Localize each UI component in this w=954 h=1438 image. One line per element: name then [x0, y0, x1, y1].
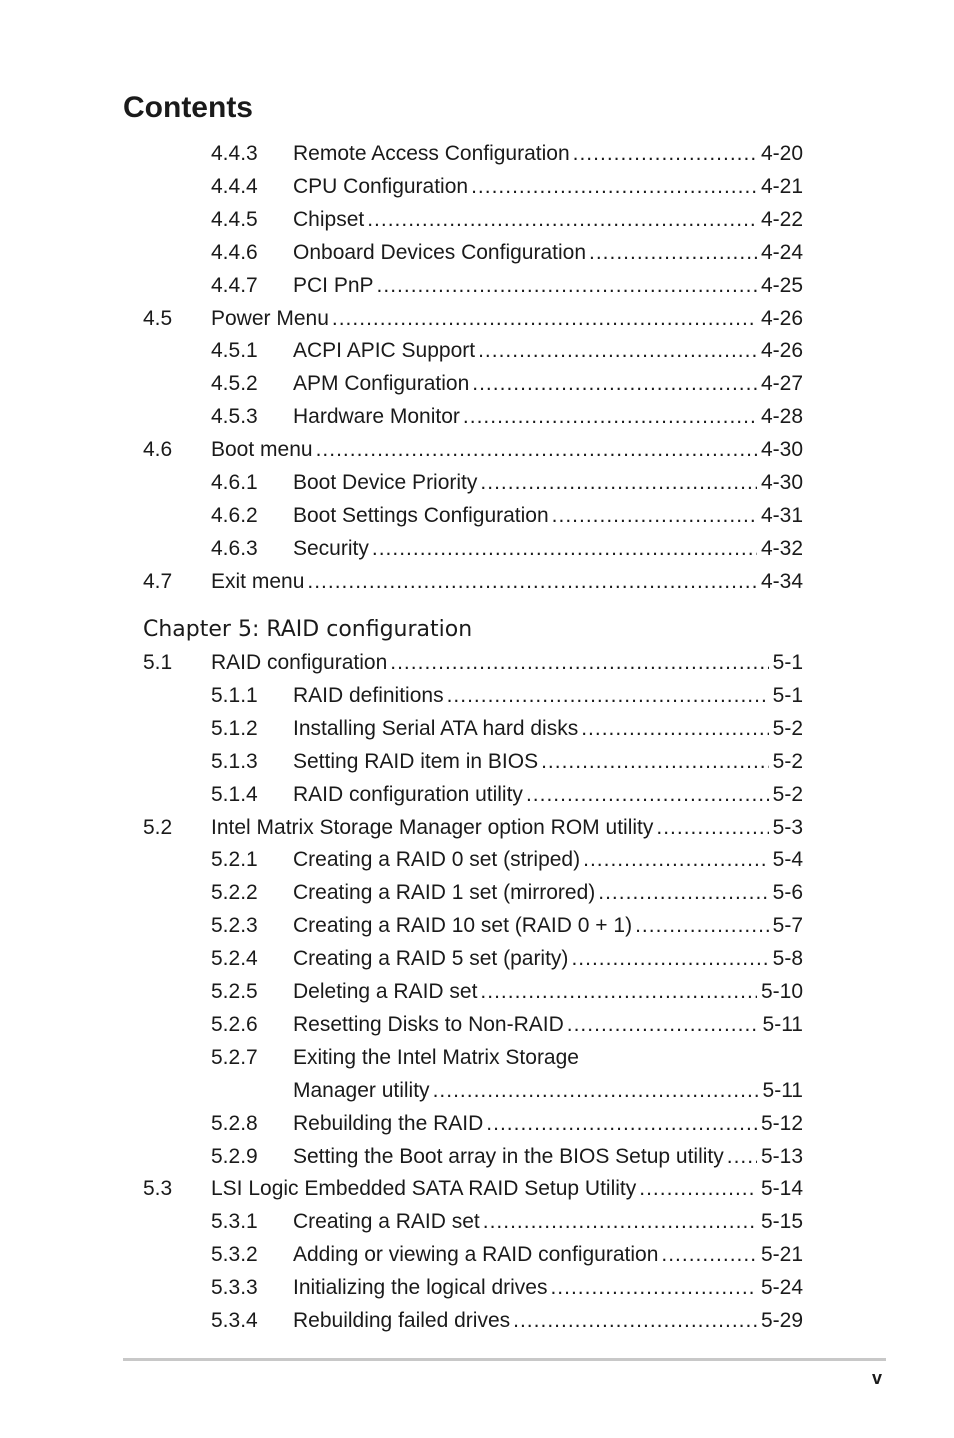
toc-leader-dots: [550, 1272, 757, 1304]
toc-entry-label: Initializing the logical drives: [293, 1276, 548, 1300]
toc-entry-page: 5-3: [772, 815, 803, 839]
toc-entry[interactable]: [0, 270, 954, 302]
toc-entry-label: Exit menu: [211, 569, 305, 593]
toc-leader-dots: [589, 237, 757, 269]
toc-entry-number: 4.6.3: [211, 536, 258, 560]
toc-entry-label: Adding or viewing a RAID configuration: [293, 1243, 659, 1267]
toc-entry[interactable]: [0, 303, 954, 335]
toc-entry-page: 5-1: [772, 651, 803, 674]
toc-entry-number: 5.2.5: [211, 980, 258, 1003]
toc-entry-label: Boot Settings Configuration: [293, 503, 549, 527]
toc-leader-dots: [486, 1108, 757, 1140]
toc-entry-label: Creating a RAID 1 set (mirrored): [293, 881, 596, 905]
toc-leader-dots: [661, 1239, 757, 1271]
toc-leader-dots: [573, 138, 757, 170]
toc-entry-label: Deleting a RAID set: [293, 980, 478, 1003]
toc-entry[interactable]: [0, 500, 954, 532]
toc-entry[interactable]: [0, 1173, 954, 1205]
toc-entry-label: Remote Access Configuration: [293, 142, 570, 165]
toc-entry-label: ACPI APIC Support: [293, 339, 476, 363]
toc-entry-page: 5-4: [772, 848, 803, 872]
toc-entry-page: 4-28: [760, 405, 803, 429]
toc-entry-label: Hardware Monitor: [293, 405, 460, 429]
toc-entry[interactable]: [0, 779, 954, 811]
toc-entry-number: 4.4.5: [211, 207, 258, 231]
toc-entry[interactable]: [0, 1075, 954, 1107]
toc-entry-label: Boot menu: [211, 438, 313, 462]
toc-entry-number: 5.1: [143, 651, 173, 674]
toc-entry-number: 5.3.2: [211, 1243, 258, 1267]
toc-entry[interactable]: [0, 844, 954, 876]
toc-entry-page: 5-10: [760, 980, 803, 1003]
toc-entry-number: 5.2.9: [211, 1144, 258, 1168]
toc-entry-number: 4.5: [143, 306, 173, 330]
toc-entry-number: 4.6.2: [211, 503, 258, 527]
toc-entry[interactable]: [0, 1108, 954, 1140]
toc-entry-page: 4-26: [760, 306, 803, 330]
toc-leader-dots: [639, 1173, 757, 1205]
toc-leader-dots: [471, 171, 757, 203]
toc-leader-dots: [480, 976, 757, 1008]
toc-entry-page: 5-24: [760, 1276, 803, 1300]
toc-entry-label: Rebuilding the RAID: [293, 1111, 484, 1135]
toc-entry-number: 5.2.6: [211, 1012, 258, 1036]
toc-entry-number: 5.1.4: [211, 782, 258, 806]
toc-leader-dots: [372, 533, 757, 565]
toc-entry-label: RAID configuration: [211, 651, 388, 674]
toc-leader-dots: [526, 779, 769, 811]
toc-entry-number: 5.3.4: [211, 1309, 258, 1332]
footer-page-number: v: [872, 1368, 883, 1388]
toc-entry[interactable]: [0, 713, 954, 745]
toc-leader-dots: [552, 500, 757, 532]
toc-leader-dots: [332, 303, 757, 335]
toc-entry-number: 4.5.1: [211, 339, 258, 363]
toc-entry[interactable]: [0, 1141, 954, 1173]
toc-entry-number: 5.3.1: [211, 1210, 258, 1234]
toc-entry-label: RAID definitions: [293, 683, 444, 707]
toc-entry-label: Resetting Disks to Non-RAID: [293, 1012, 564, 1036]
chapter-heading: Chapter 5: RAID configuration: [143, 617, 473, 642]
toc-entry-number: 4.4.7: [211, 273, 258, 297]
toc-entry[interactable]: [0, 467, 954, 499]
toc-leader-dots: [656, 812, 768, 844]
toc-leader-dots: [307, 566, 757, 598]
toc-entry[interactable]: [0, 680, 954, 712]
toc-leader-dots: [478, 335, 757, 367]
toc-entry-page: 4-30: [760, 471, 803, 494]
toc-entry-label: Setting RAID item in BIOS: [293, 749, 539, 773]
toc-entry-number: 5.2.1: [211, 848, 258, 872]
toc-entry[interactable]: [0, 566, 954, 598]
page-title: Contents: [123, 91, 253, 124]
toc-leader-dots: [583, 844, 769, 876]
toc-entry-number: 5.1.3: [211, 749, 258, 773]
toc-entry-label: RAID configuration utility: [293, 782, 523, 806]
toc-entry-number: 4.4.6: [211, 240, 258, 264]
toc-leader-dots: [567, 1009, 759, 1041]
toc-leader-dots: [483, 1206, 757, 1238]
toc-entry-number: 5.2.2: [211, 881, 258, 905]
toc-leader-dots: [377, 270, 757, 302]
toc-entry[interactable]: [0, 1272, 954, 1304]
toc-entry-label: LSI Logic Embedded SATA RAID Setup Utility: [211, 1177, 637, 1201]
toc-entry-number: 4.4.4: [211, 174, 258, 198]
toc-entry-page: 4-31: [760, 503, 803, 527]
toc-entry-page: 5-21: [760, 1243, 803, 1267]
toc-entry-label: Creating a RAID set: [293, 1210, 480, 1234]
toc-entry-label: Chipset: [293, 207, 365, 231]
toc-entry-number: 5.2: [143, 815, 173, 839]
toc-entry-label: Intel Matrix Storage Manager option ROM utility: [211, 815, 654, 839]
toc-entry-label: Creating a RAID 0 set (striped): [293, 848, 581, 872]
toc-entry-page: 5-29: [760, 1309, 803, 1332]
toc-leader-dots: [463, 401, 757, 433]
toc-entry-page: 4-20: [760, 142, 803, 165]
toc-entry[interactable]: [0, 877, 954, 909]
toc-entry-label: Power Menu: [211, 306, 329, 330]
toc-entry[interactable]: [0, 976, 954, 1008]
toc-entry[interactable]: [0, 812, 954, 844]
toc-entry-label: Setting the Boot array in the BIOS Setup utility: [293, 1144, 724, 1168]
toc-entry-label: Onboard Devices Configuration: [293, 240, 586, 264]
toc-leader-dots: [390, 647, 768, 679]
toc-leader-dots: [513, 1305, 757, 1337]
toc-entry[interactable]: [0, 533, 954, 565]
toc-entry[interactable]: [0, 204, 954, 236]
toc-entry[interactable]: [0, 434, 954, 466]
toc-entry-page: 4-21: [760, 174, 803, 198]
toc-entry-label: Creating a RAID 5 set (parity): [293, 947, 569, 971]
toc-entry-number: 4.7: [143, 569, 173, 593]
toc-entry-page: 5-11: [762, 1012, 803, 1036]
toc-entry[interactable]: [0, 647, 954, 679]
toc-entry-label: APM Configuration: [293, 372, 470, 396]
toc-entry[interactable]: [0, 401, 954, 433]
toc-leader-dots: [367, 204, 757, 236]
toc-entry[interactable]: [0, 1042, 954, 1074]
toc-leader-dots: [581, 713, 768, 745]
toc-leader-dots: [571, 943, 768, 975]
toc-entry-number: 4.5.2: [211, 372, 258, 396]
toc-entry-number: 4.4.3: [211, 142, 258, 165]
toc-entry-page: 5-6: [772, 881, 803, 905]
toc-entry-page: 5-1: [772, 683, 803, 707]
toc-entry-label: Manager utility: [293, 1078, 430, 1102]
toc-entry-label: Security: [293, 536, 369, 560]
toc-entry-page: 4-27: [760, 372, 803, 396]
toc-entry-label: Creating a RAID 10 set (RAID 0 + 1): [293, 914, 633, 938]
toc-entry-page: 5-7: [772, 914, 803, 938]
toc-entry-number: 5.2.4: [211, 947, 258, 971]
toc-entry-number: 5.2.7: [211, 1045, 258, 1069]
toc-entry-label: CPU Configuration: [293, 174, 469, 198]
toc-entry-page: 5-12: [760, 1111, 803, 1135]
toc-entry-number: 5.2.3: [211, 914, 258, 938]
toc-entry[interactable]: [0, 1009, 954, 1041]
toc-leader-dots: [480, 467, 757, 499]
toc-entry-label: Boot Device Priority: [293, 471, 478, 494]
toc-entry-page: 4-26: [760, 339, 803, 363]
toc-entry[interactable]: [0, 237, 954, 269]
toc-leader-dots: [727, 1141, 757, 1173]
toc-entry[interactable]: [0, 171, 954, 203]
toc-entry-page: 5-13: [760, 1144, 803, 1168]
toc-entry[interactable]: [0, 138, 954, 170]
toc-entry-page: 5-8: [772, 947, 803, 971]
toc-entry-number: 4.6: [143, 438, 173, 462]
toc-entry-number: 5.1.2: [211, 716, 258, 740]
toc-entry-label: Rebuilding failed drives: [293, 1309, 511, 1332]
toc-leader-dots: [598, 877, 768, 909]
toc-entry-page: 4-24: [760, 240, 803, 264]
toc-entry-label: Installing Serial ATA hard disks: [293, 716, 579, 740]
toc-entry[interactable]: [0, 335, 954, 367]
toc-entry[interactable]: [0, 368, 954, 400]
toc-entry-page: 5-2: [772, 749, 803, 773]
toc-entry-page: 5-14: [760, 1177, 803, 1201]
footer-divider: [123, 1358, 886, 1361]
toc-leader-dots: [447, 680, 769, 712]
toc-entry-page: 4-34: [760, 569, 803, 593]
toc-entry[interactable]: [0, 1305, 954, 1337]
toc-leader-dots: [541, 746, 769, 778]
toc-entry[interactable]: [0, 1206, 954, 1238]
toc-entry-number: 4.5.3: [211, 405, 258, 429]
toc-entry[interactable]: [0, 746, 954, 778]
toc-leader-dots: [433, 1075, 759, 1107]
toc-entry-page: 4-32: [760, 536, 803, 560]
toc-entry-page: 4-25: [760, 273, 803, 297]
toc-entry-page: 4-22: [760, 207, 803, 231]
toc-entry-number: 5.2.8: [211, 1111, 258, 1135]
toc-entry-page: 4-30: [760, 438, 803, 462]
toc-entry-label: Exiting the Intel Matrix Storage: [293, 1045, 579, 1069]
toc-entry-label: PCI PnP: [293, 273, 374, 297]
toc-leader-dots: [472, 368, 757, 400]
toc-entry-number: 5.1.1: [211, 683, 258, 707]
toc-leader-dots: [316, 434, 757, 466]
toc-entry[interactable]: [0, 910, 954, 942]
toc-entry-page: 5-11: [762, 1078, 803, 1102]
toc-entry-page: 5-15: [760, 1210, 803, 1234]
toc-entry-number: 5.3.3: [211, 1276, 258, 1300]
toc-entry-page: 5-2: [772, 782, 803, 806]
toc-entry[interactable]: [0, 943, 954, 975]
toc-entry-number: 5.3: [143, 1177, 173, 1201]
toc-entry[interactable]: [0, 1239, 954, 1271]
toc-leader-dots: [635, 910, 769, 942]
toc-entry-number: 4.6.1: [211, 471, 258, 494]
toc-entry-page: 5-2: [772, 716, 803, 740]
